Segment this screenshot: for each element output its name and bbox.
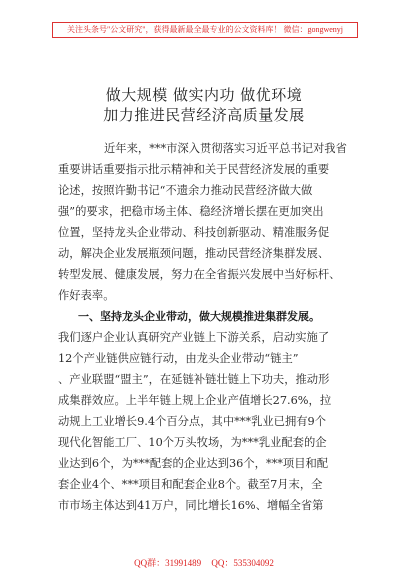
qq-group-label: QQ群：31991489 — [134, 558, 202, 568]
text-line: 现代化智能工厂、10个万头牧场，为***乳业配套的企 — [58, 436, 327, 449]
text-line: 重要讲话重要指示批示精神和关于民营经济发展的重要 — [58, 163, 330, 176]
text-line: 位置，坚持龙头企业带动、科技创新驱动、精准服务促 — [58, 226, 330, 239]
text-line: 作好表率。 — [58, 289, 115, 302]
document-title-line-2: 加力推进民营经济高质量发展 — [103, 106, 305, 124]
qq-label: QQ：535304092 — [211, 558, 274, 568]
text-line: 成集群效应。上半年链上规上企业产值增长27.6%，拉 — [58, 394, 332, 407]
text-line: 动，解决企业发展瓶颈问题，推动民营经济集群发展、 — [58, 247, 330, 260]
page-footer — [0, 556, 408, 569]
text-line: 12个产业链供应链行动，由龙头企业带动“链主” — [58, 352, 299, 365]
text-line: 业达到6个，为***配套的企业达到36个，***项目和配 — [58, 457, 329, 470]
text-line: 动规上工业增长9.4个百分点，其中***乳业已拥有9个 — [58, 415, 327, 428]
section-paragraph — [58, 327, 362, 516]
text-line: 套企业4个、***项目和配套企业8个。截至7月末，全 — [58, 478, 323, 491]
text-line: 转型发展、健康发展，努力在全省振兴发展中当好标杆、 — [58, 268, 341, 281]
document-title-line-1: 做大规模 做实内功 做优环境 — [105, 86, 303, 104]
text-line: 市市场主体达到41万户，同比增长16%、增幅全省第 — [58, 499, 324, 512]
text-line: 近年来，***市深入贯彻落实习近平总书记对我省 — [104, 142, 347, 155]
section-heading: 一、坚持龙头企业带动，做大规模推进集群发展。 — [78, 310, 320, 323]
text-line: 论述，按照许勤书记“不遗余力推动民营经济做大做 — [58, 184, 313, 197]
text-line: 我们逐户企业认真研究产业链上下游关系，启动实施了 — [58, 331, 330, 344]
text-line: 、产业联盟“盟主”，在延链补链壮链上下功夫，推动形 — [58, 373, 330, 386]
text-line: 强”的要求，把稳市场主体、稳经济增长摆在更加突出 — [58, 205, 324, 218]
intro-paragraph — [58, 138, 362, 306]
document-body — [58, 138, 362, 516]
promo-banner: 关注头条号"公文研究"，获得最新最全最专业的公文资料库！ 微信：gongwenyj — [52, 22, 358, 38]
